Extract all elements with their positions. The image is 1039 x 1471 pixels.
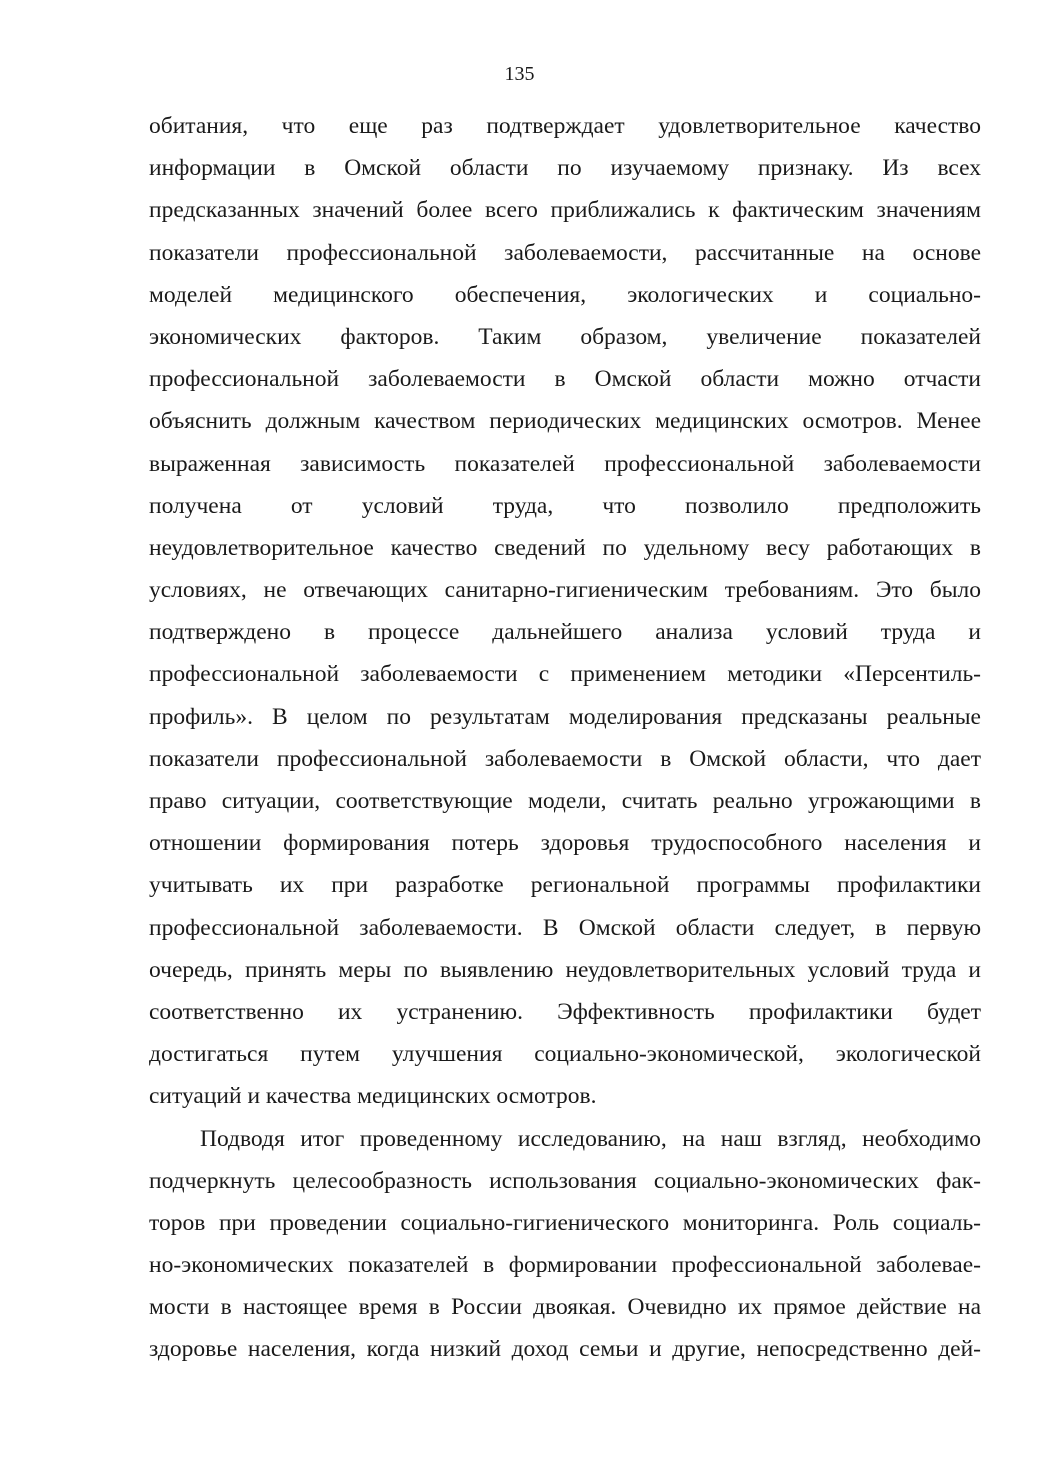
text-line: очередь, принять меры по выявлению неудовлетворительных условий труда и: [149, 956, 981, 983]
text-line: подчеркнуть целесообразность использования социально-экономических фак-: [149, 1167, 981, 1194]
text-line: профессиональной заболеваемости. В Омской области следует, в первую: [149, 914, 981, 941]
text-line: неудовлетворительное качество сведений по удельному весу работающих в: [149, 534, 981, 561]
page-number: 135: [504, 63, 535, 85]
text-line: учитывать их при разработке региональной программы профилактики: [149, 872, 981, 899]
text-line: объяснить должным качеством периодических медицинских осмотров. Менее: [149, 408, 981, 435]
text-line: экономических факторов. Таким образом, увеличение показателей: [149, 323, 981, 350]
text-line: моделей медицинского обеспечения, экологических и социально-: [149, 281, 981, 308]
text-line: информации в Омской области по изучаемому признаку. Из всех: [149, 155, 981, 182]
text-line: торов при проведении социально-гигиенического мониторинга. Роль социаль-: [149, 1209, 981, 1236]
text-line: соответственно их устранению. Эффективность профилактики будет: [149, 998, 981, 1025]
body-text: [149, 105, 981, 1371]
text-line: профиль». В целом по результатам моделирования предсказаны реальные: [149, 703, 981, 730]
text-line: показатели профессиональной заболеваемости, рассчитанные на основе: [149, 239, 981, 266]
text-line: право ситуации, соответствующие модели, считать реально угрожающими в: [149, 788, 981, 814]
text-line: выраженная зависимость показателей профессиональной заболеваемости: [149, 450, 981, 477]
paragraph-end-line: ситуаций и качества медицинских осмотров.: [149, 1083, 597, 1110]
text-line: обитания, что еще раз подтверждает удовлетворительное качество: [149, 113, 981, 139]
text-line: показатели профессиональной заболеваемости в Омской области, что дает: [149, 745, 981, 772]
text-line: условиях, не отвечающих санитарно-гигиеническим требованиям. Это было: [149, 577, 981, 604]
text-line: здоровье населения, когда низкий доход семьи и другие, непосредственно дей-: [149, 1336, 981, 1363]
text-line: отношении формирования потерь здоровья трудоспособного населения и: [149, 830, 981, 857]
text-line: получена от условий труда, что позволило предположить: [149, 492, 981, 519]
text-line: предсказанных значений более всего приближались к фактическим значениям: [149, 197, 981, 224]
text-line: но-экономических показателей в формировании профессиональной заболевае-: [149, 1252, 981, 1279]
text-line: профессиональной заболеваемости в Омской области можно отчасти: [149, 366, 981, 393]
text-line: мости в настоящее время в России двоякая. Очевидно их прямое действие на: [149, 1294, 981, 1321]
text-line: профессиональной заболеваемости с применением методики «Персентиль-: [149, 661, 981, 688]
text-line: достигаться путем улучшения социально-экономической, экологической: [149, 1041, 981, 1068]
paragraph-start-line: Подводя итог проведенному исследованию, на наш взгляд, необходимо: [200, 1125, 981, 1152]
text-line: подтверждено в процессе дальнейшего анализа условий труда и: [149, 619, 981, 646]
